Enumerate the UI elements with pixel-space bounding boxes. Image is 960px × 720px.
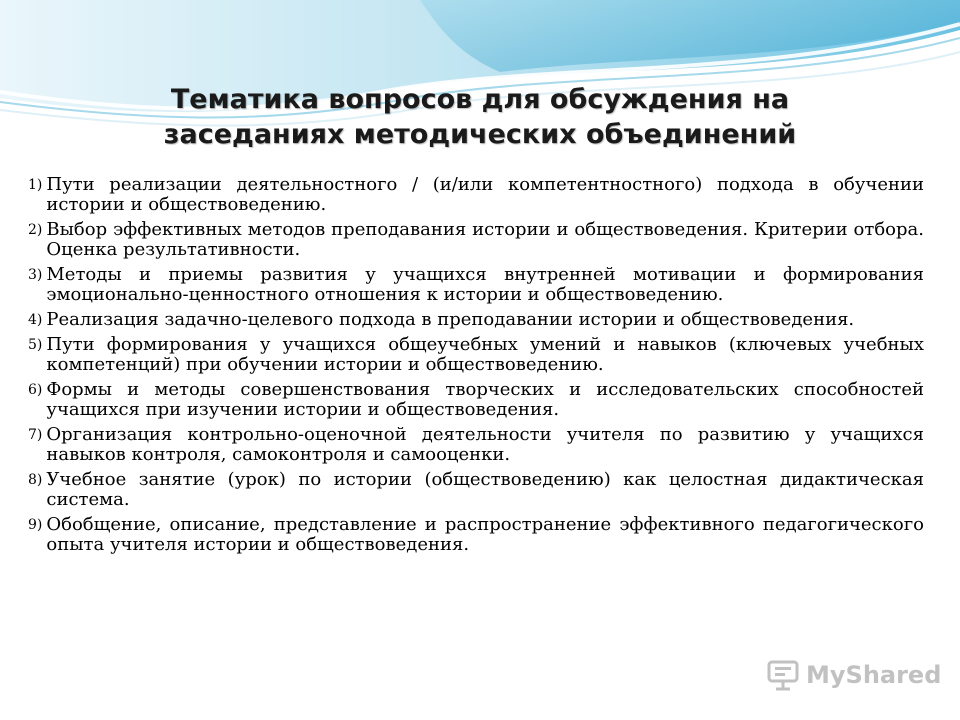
brand-text: MyShared — [806, 661, 942, 689]
topic-text: Обобщение, описание, представление и распространение эффективного педагогического опыта учителя истории и обществоведения. — [46, 514, 924, 555]
topic-number: 3) — [28, 267, 43, 283]
topic-item-2 — [28, 220, 924, 260]
presentation-board-icon — [766, 658, 800, 692]
slide-title — [60, 82, 900, 152]
topic-number: 2) — [28, 222, 43, 238]
topic-text: Формы и методы совершенствования творческих и исследовательских способностей учащихся при изучении истории и обществоведения. — [46, 379, 924, 420]
topic-item-3 — [28, 265, 924, 305]
topic-text: Реализация задачно-целевого подхода в преподавании истории и обществоведения. — [46, 309, 855, 330]
topic-text: Пути формирования у учащихся общеучебных умений и навыков (ключевых учебных компетенций) при обучении истории и обществоведению. — [46, 334, 924, 375]
topic-number: 4) — [28, 312, 43, 328]
topic-number: 9) — [28, 517, 43, 533]
topic-text: Организация контрольно-оценочной деятельности учителя по развитию у учащихся навыков контроля, самоконтроля и самооценки. — [46, 424, 924, 465]
topic-item-4 — [28, 310, 924, 330]
topic-item-1 — [28, 175, 924, 215]
topic-number: 7) — [28, 427, 43, 443]
topic-item-5 — [28, 335, 924, 375]
topic-item-9 — [28, 515, 924, 555]
topic-text: Учебное занятие (урок) по истории (обществоведению) как целостная дидактическая система. — [46, 469, 924, 510]
slide-title-line-2: заседаниях методических объединений — [163, 119, 797, 150]
topic-item-7 — [28, 425, 924, 465]
topic-item-6 — [28, 380, 924, 420]
topic-number: 1) — [28, 177, 43, 193]
topic-text: Выбор эффективных методов преподавания истории и обществоведения. Критерии отбора. Оценка результативности. — [46, 219, 924, 260]
topic-list — [28, 175, 924, 560]
topic-number: 6) — [28, 382, 43, 398]
topic-text: Методы и приемы развития у учащихся внутренней мотивации и формирования эмоционально-ценностного отношения к истории и обществоведению. — [46, 264, 924, 305]
topic-text: Пути реализации деятельностного / (и/или компетентностного) подхода в обучении истории и обществоведению. — [46, 174, 924, 215]
topic-number: 8) — [28, 472, 43, 488]
topic-item-8 — [28, 470, 924, 510]
slide-title-line-1: Тематика вопросов для обсуждения на — [170, 84, 790, 115]
myshared-watermark — [766, 655, 941, 695]
topic-number: 5) — [28, 337, 43, 353]
